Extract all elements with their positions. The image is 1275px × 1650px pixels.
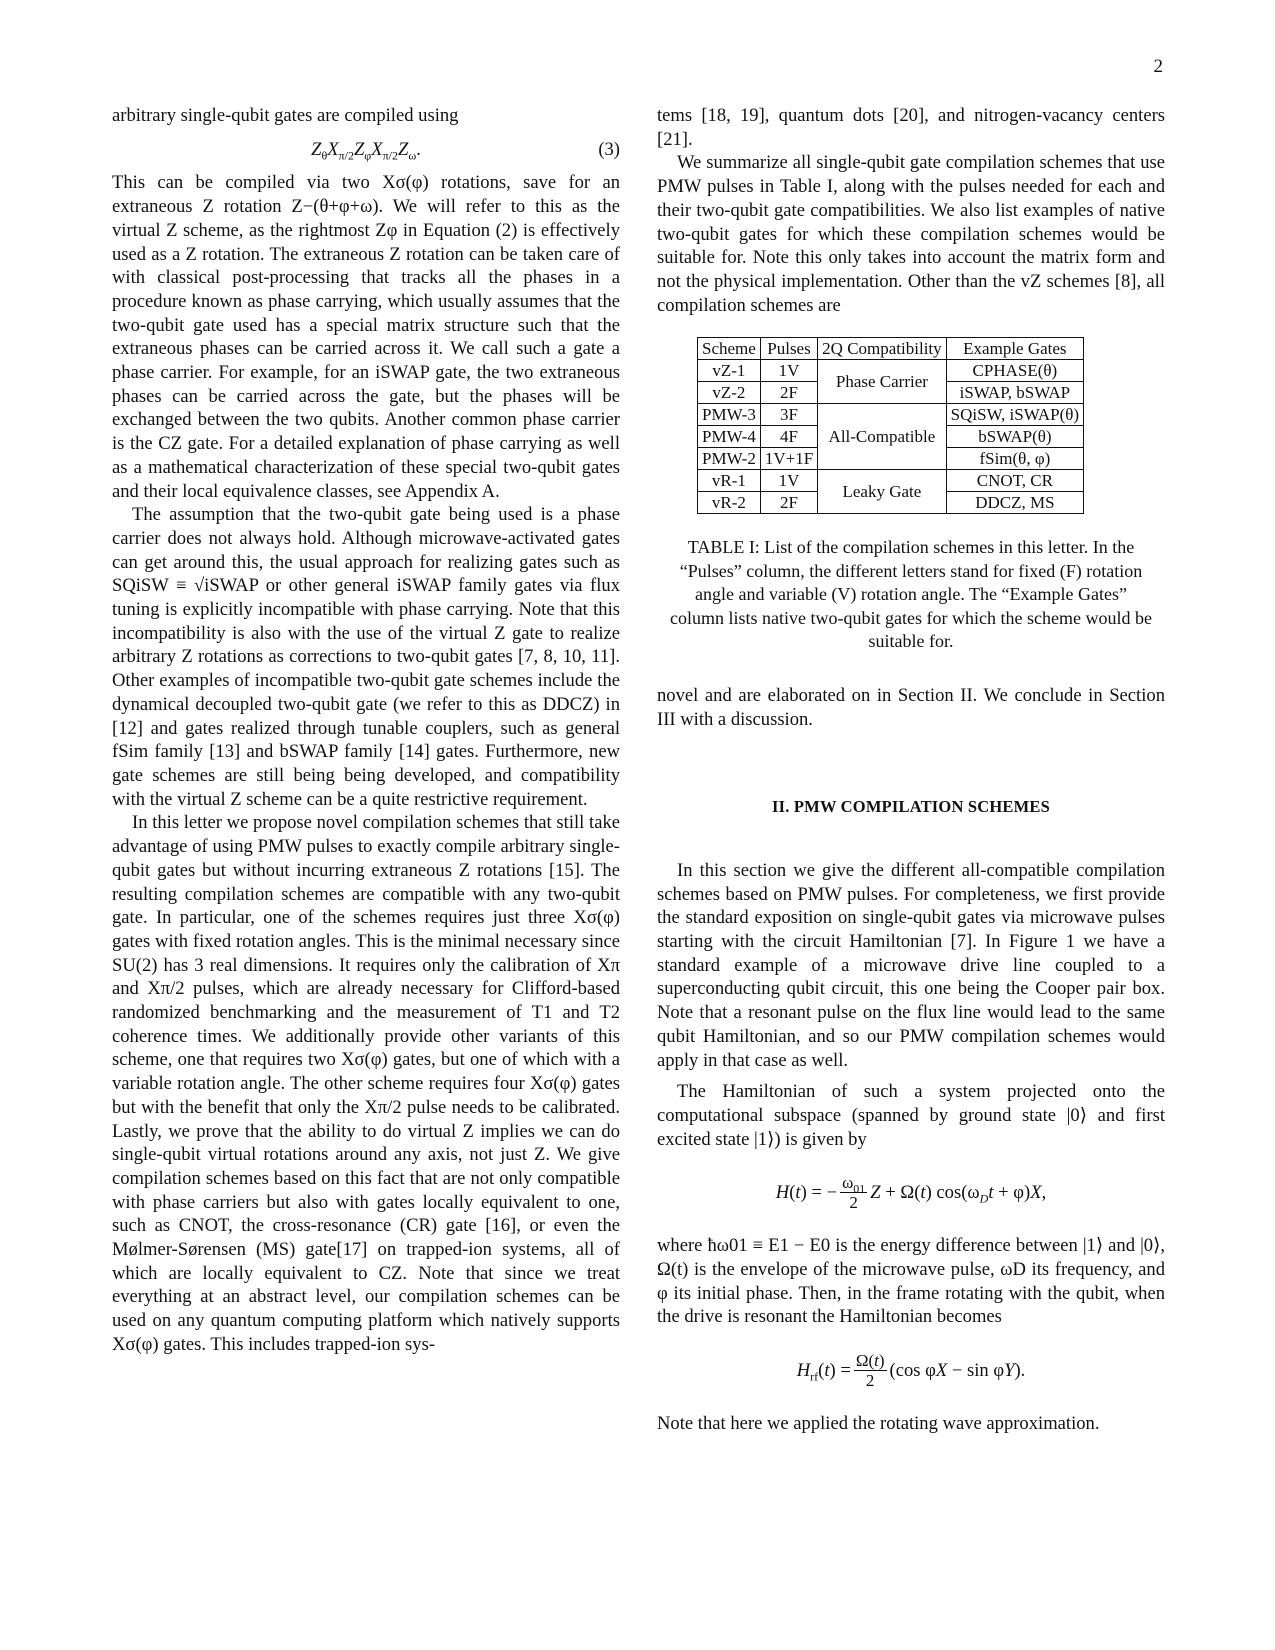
- table-header: Example Gates: [946, 338, 1083, 360]
- table-cell: CPHASE(θ): [946, 360, 1083, 382]
- paragraph: In this section we give the different all-compatible compilation schemes based on PMW pulses. For completeness, we first provide the standard exposition on single-qubit gates via microwave pulses starting with the circuit Hamiltonian [7]. In Figure 1 we have a standard example of a microwave drive line coupled to a superconducting qubit circuit, this one being the Cooper pair box. Note that a resonant pulse on the flux line would lead to the same qubit Hamiltonian, and so our PMW compilation schemes would apply in that case as well.: [657, 859, 1165, 1071]
- table-header: Scheme: [698, 338, 761, 360]
- paragraph: novel and are elaborated on in Section II. We conclude in Section III with a discussion.: [657, 684, 1165, 730]
- table-cell: Leaky Gate: [818, 470, 946, 514]
- left-column: [112, 104, 620, 1357]
- equation-3: $Z_\theta X_{\pi/2}Z_\varphi X_{\pi/2}Z_\omega$. (3): [311, 138, 620, 163]
- right-column: [657, 104, 1165, 1436]
- page-number: 2: [1153, 56, 1163, 77]
- table-cell: iSWAP, bSWAP: [946, 382, 1083, 404]
- table-header: Pulses: [760, 338, 817, 360]
- paragraph: tems [18, 19], quantum dots [20], and nitrogen-vacancy centers [21].: [657, 105, 1165, 150]
- table-cell: 2F: [760, 492, 817, 514]
- table-cell: DDCZ, MS: [946, 492, 1083, 514]
- paragraph: where ħω01 ≡ E1 − E0 is the energy difference between |1⟩ and |0⟩, Ω(t) is the envelope of the microwave pulse, ωD its frequency, and φ its initial phase. Then, in the frame rotating with the qubit, when the drive is resonant the Hamiltonian becomes: [657, 1235, 1165, 1328]
- table-cell: Phase Carrier: [818, 360, 946, 404]
- table-cell: fSim(θ, φ): [946, 448, 1083, 470]
- paragraph: arbitrary single-qubit gates are compiled using: [112, 105, 459, 126]
- table-cell: bSWAP(θ): [946, 426, 1083, 448]
- equation-rotating-frame: $H_{rf}(t)$ = $\frac{\Omega(t)}{2}$ (cos φX − sin φY).: [796, 1351, 1026, 1391]
- table-cell: PMW-2: [698, 448, 761, 470]
- table-cell: vZ-2: [698, 382, 761, 404]
- table-cell: 3F: [760, 404, 817, 426]
- table-cell: vR-2: [698, 492, 761, 514]
- table-cell: 1V: [760, 360, 817, 382]
- table-cell: vZ-1: [698, 360, 761, 382]
- paragraph: The assumption that the two-qubit gate being used is a phase carrier does not always hold. Although microwave-activated gates can get around this, the usual approach for realizing gates such as SQiSW ≡ √iSWAP or other general iSWAP family gates via flux tuning is explicitly incompatible with phase carrying. Note that this incompatibility is also with the use of the virtual Z gate to realize arbitrary Z rotations as corrections to two-qubit gates [7, 8, 10, 11]. Other examples of incompatible two-qubit gate schemes include the dynamical decoupled two-qubit gate (we refer to this as DDCZ) in [12] and gates realized through tunable couplers, such as general fSim family [13] and bSWAP family [14] gates. Furthermore, new gate schemes are still being being developed, and compatibility with the virtual Z scheme can be a quite restrictive requirement.: [112, 504, 620, 810]
- paragraph: This can be compiled via two Xσ(φ) rotations, save for an extraneous Z rotation Z−(θ+φ+ω). We will refer to this as the virtual Z scheme, as the rightmost Zφ in Equation (2) is effectively used as a Z rotation. The extraneous Z rotation can be taken care of with classical post-processing that tracks all the phases in a procedure known as phase carrying, which usually assumes that the two-qubit gate used has a special matrix structure such that the extraneous phases can be carried across it. We call such a gate a phase carrier. For example, for an iSWAP gate, the two extraneous phases can be carried across the gate, but the phases will be exchanged between the two qubits. Another common phase carrier is the CZ gate. For a detailed explanation of phase carrying as well as a mathematical characterization of these special two-qubit gates and their local equivalence classes, see Appendix A.: [112, 172, 620, 502]
- table-header: 2Q Compatibility: [818, 338, 946, 360]
- table-cell: 1V+1F: [760, 448, 817, 470]
- equation-hamiltonian: H(t) = − $\frac{\omega_{01}}{2}$ Z + Ω(t) $\cos(\omega_Dt + \varphi)X$,: [775, 1173, 1047, 1213]
- paragraph: The Hamiltonian of such a system projected onto the computational subspace (spanned by ground state |0⟩ and first excited state |1⟩) is given by: [657, 1081, 1165, 1150]
- section-heading: II. PMW COMPILATION SCHEMES: [772, 797, 1050, 817]
- table-1: [697, 337, 1165, 514]
- table-cell: 4F: [760, 426, 817, 448]
- paragraph: In this letter we propose novel compilation schemes that still take advantage of using PMW pulses to exactly compile arbitrary single-qubit gates but without incurring extraneous Z rotations [15]. The resulting compilation schemes are compatible with any two-qubit gate. In particular, one of the schemes requires just three Xσ(φ) gates with fixed rotation angles. This is the minimal necessary since SU(2) has 3 real dimensions. It requires only the calibration of Xπ and Xπ/2 pulses, which are already necessary for Clifford-based randomized benchmarking and the measurement of T1 and T2 coherence times. We additionally provide other variants of this scheme, one that requires two Xσ(φ) gates, but one of which with a variable rotation angle. The other scheme requires four Xσ(φ) gates but with the benefit that only the Xπ/2 pulse needs to be calibrated. Lastly, we prove that the ability to do virtual Z implies we can do single-qubit virtual rotations around any axis, not just Z. We give compilation schemes based on this fact that are not only compatible with phase carriers but also with gates locally equivalent to one, such as CNOT, the cross-resonance (CR) gate [16], or even the Mølmer-Sørensen (MS) gate[17] on trapped-ion systems, all of which are locally equivalent to CZ. Note that since we treat everything at an abstract level, our compilation schemes can be used on any quantum computing platform which natively supports Xσ(φ) gates. This includes trapped-ion sys-: [112, 812, 620, 1355]
- table-cell: PMW-4: [698, 426, 761, 448]
- table-cell: All-Compatible: [818, 404, 946, 470]
- paragraph: Note that here we applied the rotating wave approximation.: [657, 1413, 1100, 1435]
- table-caption: TABLE I: List of the compilation schemes in this letter. In the “Pulses” column, the different letters stand for fixed (F) rotation angle and variable (V) rotation angle. The “Example Gates” column lists native two-qubit gates for which the scheme would be suitable for.: [670, 537, 1152, 652]
- table-cell: SQiSW, iSWAP(θ): [946, 404, 1083, 426]
- table-cell: 2F: [760, 382, 817, 404]
- table-cell: CNOT, CR: [946, 470, 1083, 492]
- table-cell: vR-1: [698, 470, 761, 492]
- equation-number: (3): [598, 138, 620, 160]
- table-cell: 1V: [760, 470, 817, 492]
- paragraph: We summarize all single-qubit gate compilation schemes that use PMW pulses in Table I, along with the pulses needed for each and their two-qubit gate compatibilities. We also list examples of native two-qubit gates for which these compilation schemes would be suitable for. Note this only takes into account the matrix form and not the physical implementation. Other than the vZ schemes [8], all compilation schemes are: [657, 152, 1165, 316]
- table-cell: PMW-3: [698, 404, 761, 426]
